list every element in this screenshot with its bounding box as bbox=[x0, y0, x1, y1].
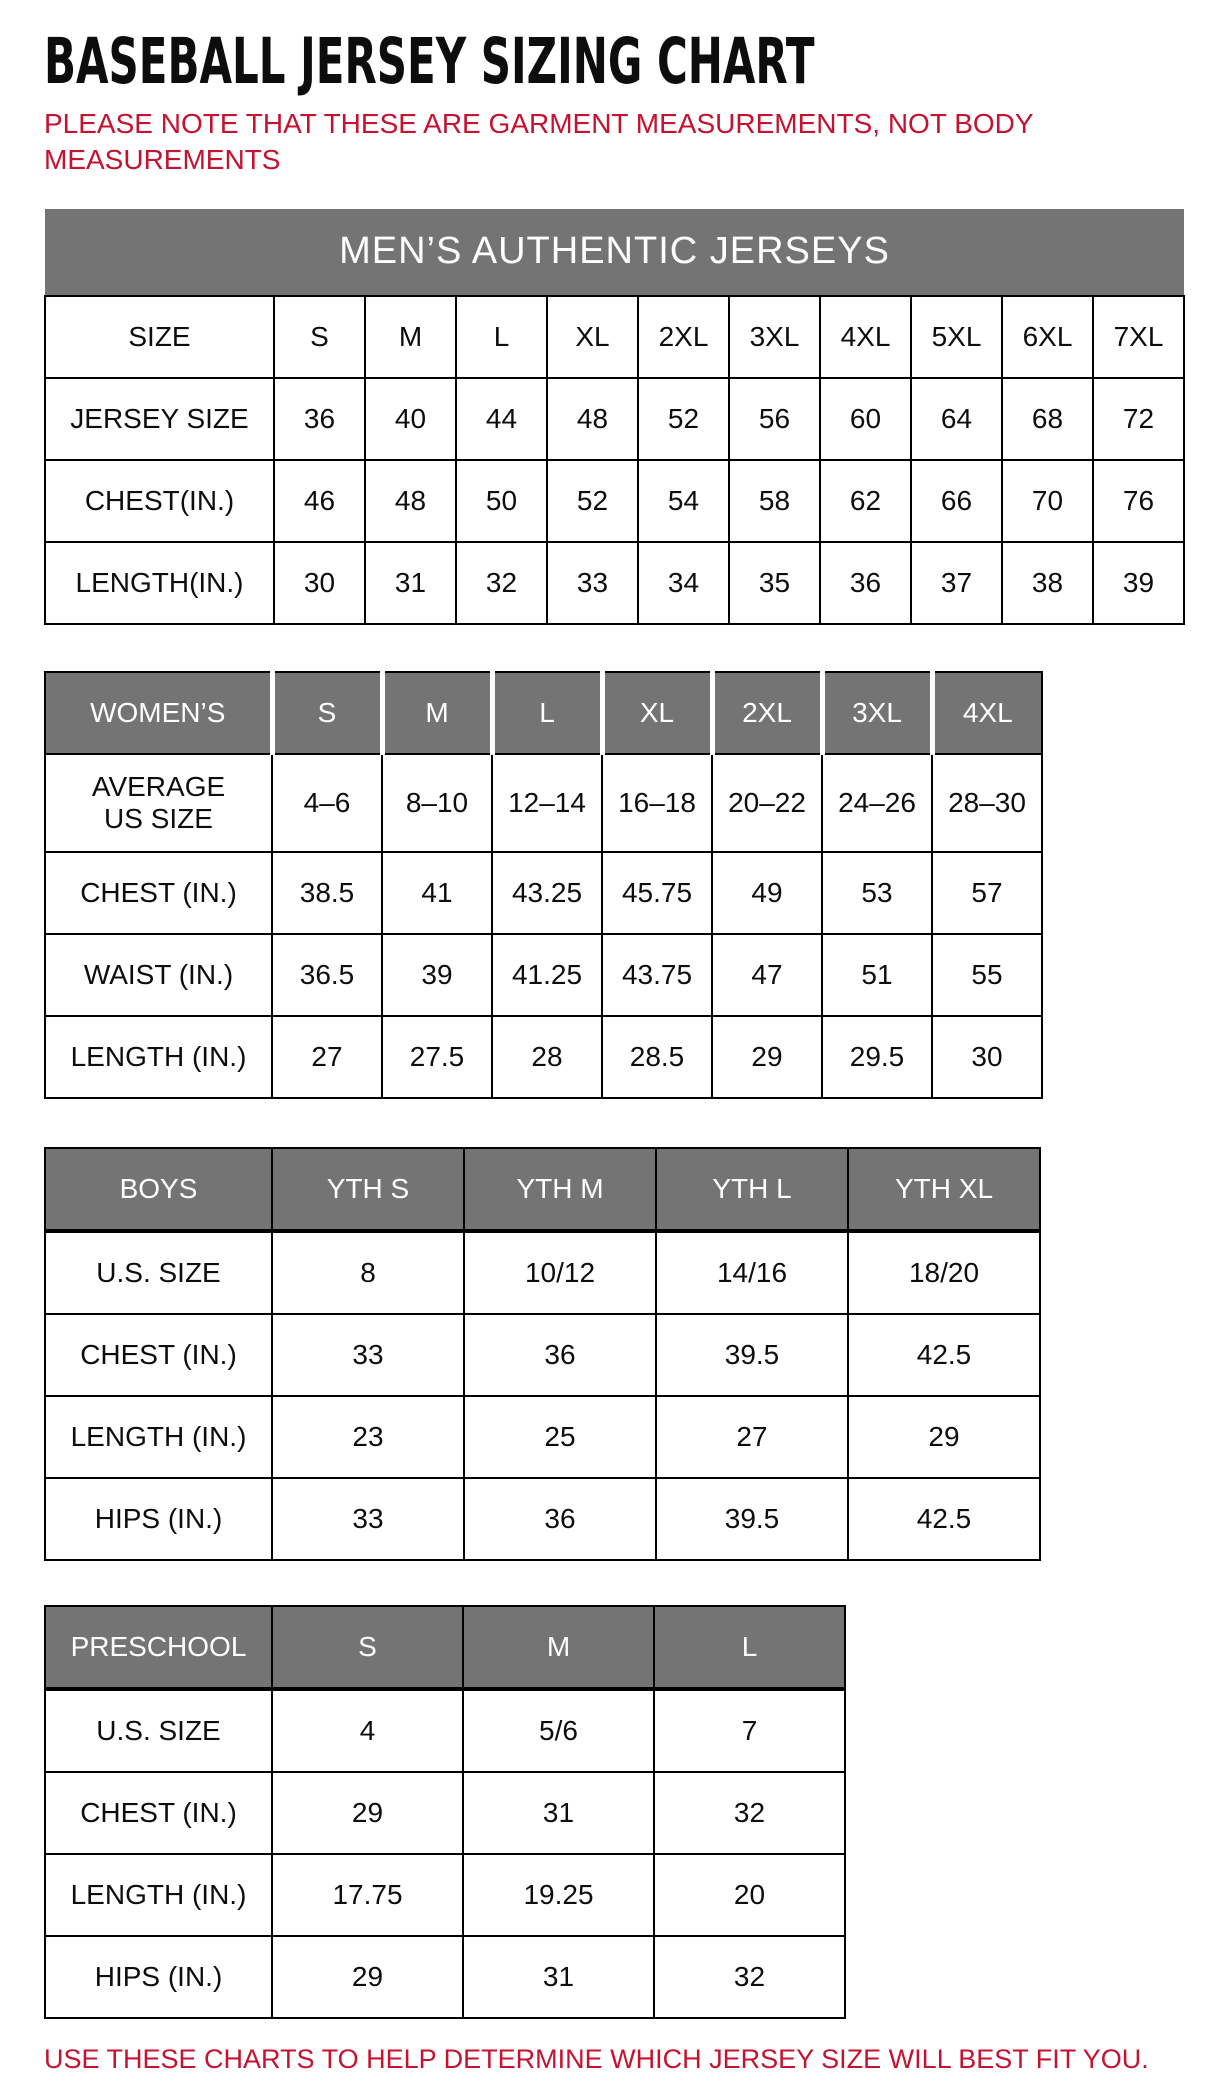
cell: 27.5 bbox=[382, 1016, 492, 1098]
row-label: SIZE bbox=[45, 296, 274, 378]
table-row bbox=[45, 1936, 845, 2018]
table-row bbox=[45, 1396, 1040, 1478]
cell: 54 bbox=[638, 460, 729, 542]
cell: 34 bbox=[638, 542, 729, 624]
row-label: CHEST(IN.) bbox=[45, 460, 274, 542]
col-header: 3XL bbox=[822, 672, 932, 754]
table-row bbox=[45, 542, 1184, 624]
col-header: M bbox=[382, 672, 492, 754]
cell: 24–26 bbox=[822, 754, 932, 852]
cell: 40 bbox=[365, 378, 456, 460]
cell: 35 bbox=[729, 542, 820, 624]
cell: 31 bbox=[463, 1772, 654, 1854]
table-row bbox=[45, 1231, 1040, 1314]
cell: 43.25 bbox=[492, 852, 602, 934]
cell: 5/6 bbox=[463, 1689, 654, 1772]
boys-header-row bbox=[45, 1148, 1040, 1231]
col-header: YTH S bbox=[272, 1148, 464, 1231]
cell: 20 bbox=[654, 1854, 845, 1936]
cell: 18/20 bbox=[848, 1231, 1040, 1314]
row-label: CHEST (IN.) bbox=[45, 1772, 272, 1854]
cell: 46 bbox=[274, 460, 365, 542]
cell: 41.25 bbox=[492, 934, 602, 1016]
cell: 51 bbox=[822, 934, 932, 1016]
cell: 25 bbox=[464, 1396, 656, 1478]
table-row bbox=[45, 460, 1184, 542]
cell: 4 bbox=[272, 1689, 463, 1772]
cell: 17.75 bbox=[272, 1854, 463, 1936]
cell: 39 bbox=[1093, 542, 1184, 624]
cell: 45.75 bbox=[602, 852, 712, 934]
cell: 49 bbox=[712, 852, 822, 934]
cell: 56 bbox=[729, 378, 820, 460]
table-title-cell: BOYS bbox=[45, 1148, 272, 1231]
fit-advice-note: USE THESE CHARTS TO HELP DETERMINE WHICH JERSEY SIZE WILL BEST FIT YOU. bbox=[44, 2043, 1149, 2074]
row-label: U.S. SIZE bbox=[45, 1231, 272, 1314]
cell: 23 bbox=[272, 1396, 464, 1478]
cell: 72 bbox=[1093, 378, 1184, 460]
cell: 28.5 bbox=[602, 1016, 712, 1098]
page-title: BASEBALL JERSEY SIZING CHART bbox=[44, 25, 815, 99]
mens-header-row bbox=[45, 296, 1184, 378]
cell: 33 bbox=[272, 1478, 464, 1560]
cell: 10/12 bbox=[464, 1231, 656, 1314]
cell: 44 bbox=[456, 378, 547, 460]
cell: 32 bbox=[654, 1936, 845, 2018]
cell: 27 bbox=[272, 1016, 382, 1098]
cell: 36 bbox=[820, 542, 911, 624]
row-label: LENGTH (IN.) bbox=[45, 1854, 272, 1936]
cell: 30 bbox=[932, 1016, 1042, 1098]
col-header: YTH XL bbox=[848, 1148, 1040, 1231]
cell: 20–22 bbox=[712, 754, 822, 852]
cell: 8 bbox=[272, 1231, 464, 1314]
cell: 29 bbox=[848, 1396, 1040, 1478]
table-row bbox=[45, 934, 1042, 1016]
cell: 39.5 bbox=[656, 1314, 848, 1396]
cell: 68 bbox=[1002, 378, 1093, 460]
cell: 4–6 bbox=[272, 754, 382, 852]
table-row bbox=[45, 754, 1042, 852]
col-header: 5XL bbox=[911, 296, 1002, 378]
cell: 39 bbox=[382, 934, 492, 1016]
cell: 29 bbox=[712, 1016, 822, 1098]
table-row bbox=[45, 1689, 845, 1772]
col-header: L bbox=[456, 296, 547, 378]
cell: 76 bbox=[1093, 460, 1184, 542]
table-row bbox=[45, 1314, 1040, 1396]
cell: 55 bbox=[932, 934, 1042, 1016]
row-label: U.S. SIZE bbox=[45, 1689, 272, 1772]
col-header: 4XL bbox=[820, 296, 911, 378]
table-row bbox=[45, 1478, 1040, 1560]
cell: 29 bbox=[272, 1772, 463, 1854]
preschool-sizing-table bbox=[44, 1605, 846, 2019]
mens-table-banner: MEN’S AUTHENTIC JERSEYS bbox=[45, 209, 1184, 296]
cell: 19.25 bbox=[463, 1854, 654, 1936]
preschool-header-row bbox=[45, 1606, 845, 1689]
col-header: M bbox=[365, 296, 456, 378]
cell: 52 bbox=[547, 460, 638, 542]
womens-header-row bbox=[45, 672, 1042, 754]
garment-measurement-note bbox=[44, 106, 1192, 179]
col-header: 2XL bbox=[638, 296, 729, 378]
table-row bbox=[45, 378, 1184, 460]
cell: 58 bbox=[729, 460, 820, 542]
cell: 47 bbox=[712, 934, 822, 1016]
col-header: XL bbox=[547, 296, 638, 378]
row-label: LENGTH (IN.) bbox=[45, 1396, 272, 1478]
col-header: S bbox=[272, 1606, 463, 1689]
cell: 31 bbox=[365, 542, 456, 624]
cell: 53 bbox=[822, 852, 932, 934]
cell: 39.5 bbox=[656, 1478, 848, 1560]
row-label: JERSEY SIZE bbox=[45, 378, 274, 460]
cell: 38.5 bbox=[272, 852, 382, 934]
cell: 62 bbox=[820, 460, 911, 542]
table-row bbox=[45, 1016, 1042, 1098]
cell: 32 bbox=[456, 542, 547, 624]
note-line-2: MEASUREMENTS bbox=[44, 144, 281, 176]
cell: 36.5 bbox=[272, 934, 382, 1016]
cell: 36 bbox=[274, 378, 365, 460]
col-header: 3XL bbox=[729, 296, 820, 378]
col-header: 4XL bbox=[932, 672, 1042, 754]
cell: 32 bbox=[654, 1772, 845, 1854]
womens-sizing-table bbox=[44, 671, 1043, 1099]
row-label: CHEST (IN.) bbox=[45, 1314, 272, 1396]
cell: 16–18 bbox=[602, 754, 712, 852]
cell: 36 bbox=[464, 1314, 656, 1396]
cell: 64 bbox=[911, 378, 1002, 460]
col-header: 7XL bbox=[1093, 296, 1184, 378]
row-label bbox=[45, 754, 272, 852]
cell: 70 bbox=[1002, 460, 1093, 542]
cell: 8–10 bbox=[382, 754, 492, 852]
cell: 28–30 bbox=[932, 754, 1042, 852]
cell: 33 bbox=[547, 542, 638, 624]
row-label: HIPS (IN.) bbox=[45, 1936, 272, 2018]
cell: 33 bbox=[272, 1314, 464, 1396]
col-header: M bbox=[463, 1606, 654, 1689]
cell: 29 bbox=[272, 1936, 463, 2018]
cell: 30 bbox=[274, 542, 365, 624]
cell: 41 bbox=[382, 852, 492, 934]
table-row bbox=[45, 1772, 845, 1854]
cell: 60 bbox=[820, 378, 911, 460]
cell: 37 bbox=[911, 542, 1002, 624]
cell: 36 bbox=[464, 1478, 656, 1560]
col-header: L bbox=[654, 1606, 845, 1689]
boys-sizing-table bbox=[44, 1147, 1041, 1561]
cell: 66 bbox=[911, 460, 1002, 542]
cell: 42.5 bbox=[848, 1314, 1040, 1396]
cell: 29.5 bbox=[822, 1016, 932, 1098]
cell: 38 bbox=[1002, 542, 1093, 624]
table-title-cell: PRESCHOOL bbox=[45, 1606, 272, 1689]
col-header: 2XL bbox=[712, 672, 822, 754]
cell: 7 bbox=[654, 1689, 845, 1772]
cell: 31 bbox=[463, 1936, 654, 2018]
table-title-cell: WOMEN’S bbox=[45, 672, 272, 754]
col-header: L bbox=[492, 672, 602, 754]
cell: 48 bbox=[547, 378, 638, 460]
row-label: CHEST (IN.) bbox=[45, 852, 272, 934]
col-header: S bbox=[274, 296, 365, 378]
table-row bbox=[45, 852, 1042, 934]
cell: 27 bbox=[656, 1396, 848, 1478]
col-header: XL bbox=[602, 672, 712, 754]
col-header: S bbox=[272, 672, 382, 754]
mens-banner-row bbox=[45, 209, 1184, 296]
col-header: 6XL bbox=[1002, 296, 1093, 378]
col-header: YTH M bbox=[464, 1148, 656, 1231]
cell: 12–14 bbox=[492, 754, 602, 852]
cell: 52 bbox=[638, 378, 729, 460]
row-label: WAIST (IN.) bbox=[45, 934, 272, 1016]
table-row bbox=[45, 1854, 845, 1936]
cell: 28 bbox=[492, 1016, 602, 1098]
cell: 48 bbox=[365, 460, 456, 542]
mens-sizing-table bbox=[44, 209, 1185, 625]
row-label-text: AVERAGE US SIZE bbox=[91, 770, 226, 834]
cell: 43.75 bbox=[602, 934, 712, 1016]
row-label: LENGTH (IN.) bbox=[45, 1016, 272, 1098]
cell: 57 bbox=[932, 852, 1042, 934]
row-label: HIPS (IN.) bbox=[45, 1478, 272, 1560]
col-header: YTH L bbox=[656, 1148, 848, 1231]
cell: 42.5 bbox=[848, 1478, 1040, 1560]
row-label: LENGTH(IN.) bbox=[45, 542, 274, 624]
note-line-1: PLEASE NOTE THAT THESE ARE GARMENT MEASUREMENTS, NOT BODY bbox=[44, 108, 1034, 139]
cell: 14/16 bbox=[656, 1231, 848, 1314]
cell: 50 bbox=[456, 460, 547, 542]
